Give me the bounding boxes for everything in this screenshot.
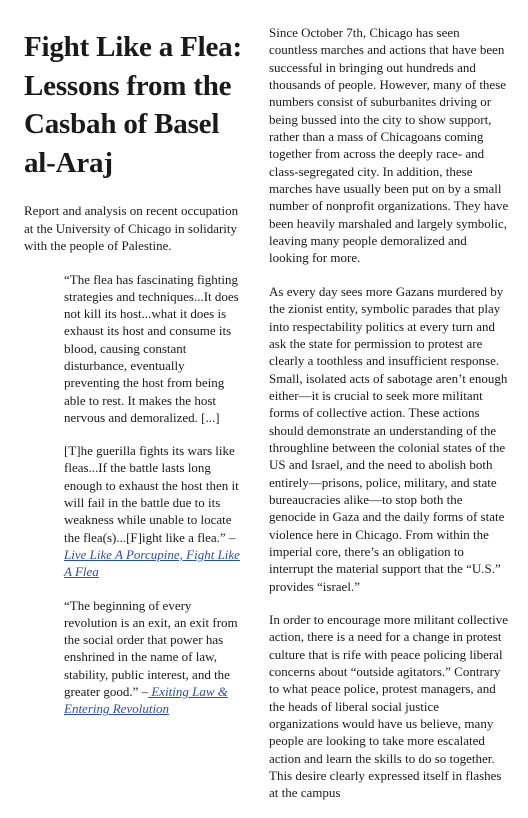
quote-text: “The flea has fascinating fighting strategies and techniques...It does not kill its host...what it does is exhaust its host and consume its blood, causing constant disturbance, eventually preventing the host from being able to rest. It makes the host nervous and demoralized. [...] xyxy=(64,271,239,425)
source-link-exiting-law[interactable]: Exiting Law & Entering Revolution xyxy=(64,684,228,717)
body-paragraph-1: Since October 7th, Chicago has seen countless marches and actions that have been successful in bringing out hundreds and thousands of people. However, many of these numbers consist of suburbanites driving or being bussed into the city to show support, rather than a mass of Chicagoans coming together from across the deeply race- and class-segregated city. In addition, these marches have usually been put on by a small number of nonprofit organizations. They have been heavily marshaled and largely symbolic, leaving many people demoralized and looking for more. xyxy=(269,25,509,266)
quote-text: [T]he guerilla fights its wars like fleas...If the battle lasts long enough to exhaust the host then it will fail in the battle due to its weakness while unable to locate the flea(s)...[F]ight like a flea.” – xyxy=(64,443,239,545)
epigraph-quotes xyxy=(64,271,242,718)
quote-text: “The beginning of every revolution is an exit, an exit from the social order that power has enshrined in the name of law, stability, public interest, and the greater good.” – xyxy=(64,597,238,700)
quote-paragraph-2 xyxy=(64,442,242,580)
quote-paragraph-1 xyxy=(64,271,242,427)
source-link-porcupine[interactable]: Live Like A Porcupine, Fight Like A Flea xyxy=(64,546,240,580)
body-paragraph-3: In order to encourage more militant collective action, there is a need for a change in protest culture that is rife with peace policing liberal concerns about “outside agitators.” Contrary to what peace police, protest managers, and the heads of liberal social justice organizations would have us believe, many people are looking to take more escalated action and learn the skills to do so together. This desire clearly expressed itself in flashes at the campus xyxy=(269,612,508,801)
article-title: Fight Like a Flea: Lessons from the Casbah of Basel al-Araj xyxy=(24,31,242,179)
left-column xyxy=(24,28,250,734)
right-column xyxy=(269,24,509,818)
quote-paragraph-3 xyxy=(64,597,242,718)
body-paragraph-2: As every day sees more Gazans murdered by the zionist entity, symbolic parades that play into respectability politics at every turn and ask the state for permission to protest are clearly a toothless and insufficient response. Small, isolated acts of sabotage aren’t enough either—it is crucial to seek more militant forms of collective action. These actions should demonstrate an understanding of the throughline between the colonial states of the US and Israel, and the need to abolish both entirely—prisons, police, military, and state bureaucracies alike—to stop both the genocide in Gaza and the daily forms of state violence here in Chicago. From within the imperial core, there’s an obligation to interrupt the material support that the “U.S.” provides “israel.” xyxy=(269,283,508,594)
article-subtitle: Report and analysis on recent occupation at the University of Chicago in solidarity with the people of Palestine. xyxy=(24,203,239,253)
